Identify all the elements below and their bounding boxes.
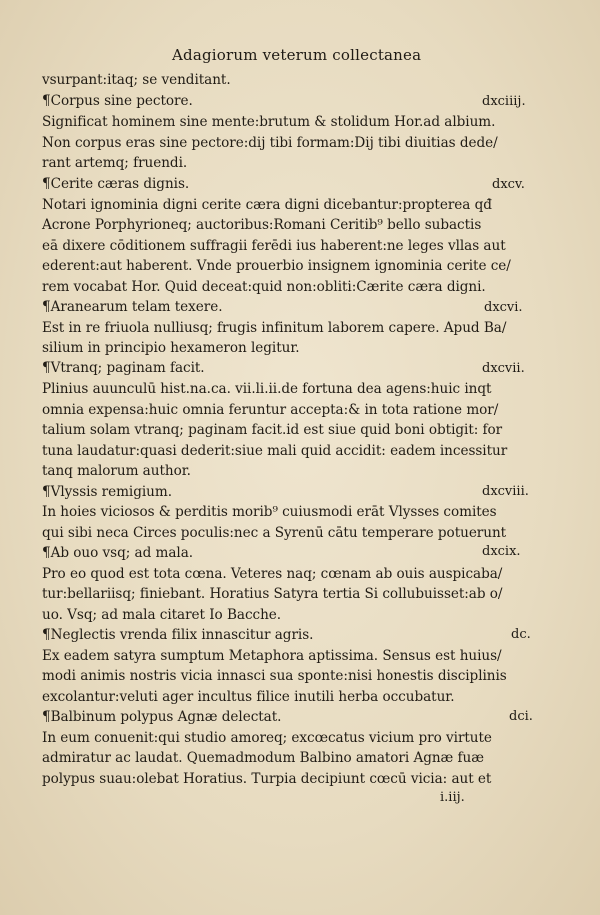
text-line: talium solam vtranq; paginam facit.id est siue quid boni obtigit: for [42,422,503,438]
text-line: Pro eo quod est tota cœna. Veteres naq; cœnam ab ouis auspicaba/ [42,566,503,582]
text-line: tur:bellariisq; finiebant. Horatius Satyra tertia Si collubuisset:ab o/ [42,586,503,602]
text-line: modi animis nostris vicia innasci sua sponte:nisi honestis disciplinis [42,668,507,684]
adage-number: dxcvi. [484,300,523,315]
adage-heading: ¶Neglectis vrenda filix innascitur agris. [42,627,314,643]
text-line: polypus suau:olebat Horatius. Turpia decipiunt cœcū vicia: aut et [42,771,492,787]
text-line: tanq malorum author. [42,463,191,479]
adage-number: dxciiij. [482,94,526,109]
text-line: Est in re friuola nulliusq; frugis infinitum laborem capere. Apud Ba/ [42,320,507,336]
adage-heading: ¶Vlyssis remigium. [42,484,172,500]
text-line: Non corpus eras sine pectore:dij tibi formam:Dij tibi diuitias dede/ [42,135,498,151]
adage-heading: ¶Corpus sine pectore. [42,93,193,109]
text-line: In hoies viciosos & perditis morib⁹ cuiusmodi erāt Vlysses comites [42,504,497,520]
text-line: vsurpant:itaq; se venditant. [42,72,231,88]
text-line: uo. Vsq; ad mala citaret Io Bacche. [42,607,282,623]
text-line: Plinius auunculū hist.na.ca. vii.li.ii.de fortuna dea agens:huic inqt [42,381,492,397]
text-line: Acrone Porphyrioneq; auctoribus:Romani Ceritib⁹ bello subactis [42,217,482,233]
text-line: ederent:aut haberent. Vnde prouerbio insignem ignominia cerite ce/ [42,258,511,274]
adage-heading: ¶Vtranq; paginam facit. [42,360,205,376]
adage-number: dci. [509,709,533,724]
text-line: In eum conuenit:qui studio amoreq; excœcatus vicium pro virtute [42,730,492,746]
adage-heading: ¶Ab ouo vsq; ad mala. [42,545,194,561]
adage-heading: ¶Cerite cæras dignis. [42,176,190,192]
adage-heading: ¶Balbinum polypus Agnæ delectat. [42,709,282,725]
adage-number: dxcix. [482,544,521,559]
text-line: silium in principio hexameron legitur. [42,340,300,356]
text-line: omnia expensa:huic omnia feruntur accepta:& in tota ratione mor/ [42,402,499,418]
adage-number: dxcv. [492,177,525,192]
text-line: Ex eadem satyra sumptum Metaphora aptissima. Sensus est huius/ [42,648,502,664]
text-line: tuna laudatur:quasi dederit:siue mali quid accidit: eadem incessitur [42,443,508,459]
adage-number: dxcvii. [482,361,525,376]
signature-mark: i.iij. [440,790,465,805]
text-line: rant artemq; fruendi. [42,155,188,171]
adage-number: dc. [511,627,531,642]
text-line: Notari ignominia digni cerite cæra digni dicebantur:propterea qđ [42,197,492,213]
adage-number: dxcviii. [482,484,529,499]
text-line: Significat hominem sine mente:brutum & stolidum Hor.ad albium. [42,114,496,130]
adage-heading: ¶Aranearum telam texere. [42,299,223,315]
text-line: rem vocabat Hor. Quid deceat:quid non:obliti:Cærite cæra digni. [42,279,486,295]
text-line: qui sibi neca Circes poculis:nec a Syrenū cātu temperare potuerunt [42,525,507,541]
running-header: Adagiorum veterum collectanea [172,46,422,64]
text-line: excolantur:veluti ager incultus filice inutili herba occubatur. [42,689,455,705]
text-line: eā dixere cōditionem suffragii ferēdi ius haberent:ne leges vllas aut [42,238,506,254]
text-line: admiratur ac laudat. Quemadmodum Balbino amatori Agnæ fuæ [42,750,484,766]
